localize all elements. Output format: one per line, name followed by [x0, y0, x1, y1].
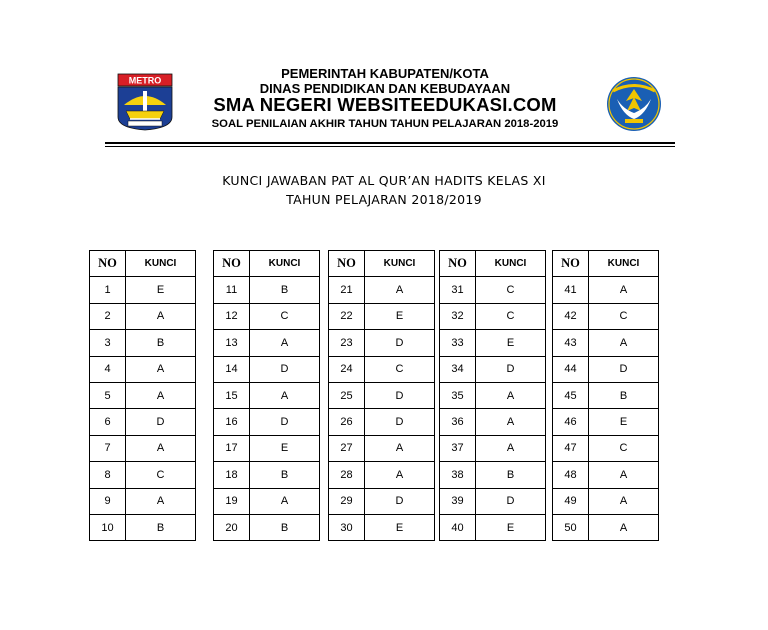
table-row: [553, 488, 659, 514]
table-header-row: [214, 251, 320, 277]
answer-key: E: [365, 514, 435, 540]
answer-key: A: [589, 514, 659, 540]
table-row: [440, 409, 546, 435]
table-row: [214, 277, 320, 303]
question-number: 21: [329, 277, 365, 303]
answer-key: C: [476, 303, 546, 329]
table-header-row: [440, 251, 546, 277]
no-column-header: NO: [214, 251, 250, 277]
header-divider-thin: [105, 146, 675, 147]
answer-key: E: [589, 409, 659, 435]
answer-key: D: [476, 488, 546, 514]
table-row: [553, 435, 659, 461]
metro-city-emblem-icon: [114, 73, 176, 131]
question-number: 14: [214, 356, 250, 382]
question-number: 42: [553, 303, 589, 329]
question-number: 39: [440, 488, 476, 514]
table-row: [90, 462, 196, 488]
question-number: 27: [329, 435, 365, 461]
answer-key: B: [126, 514, 196, 540]
answer-key: A: [365, 435, 435, 461]
answer-key: A: [365, 277, 435, 303]
question-number: 12: [214, 303, 250, 329]
question-number: 38: [440, 462, 476, 488]
answer-key: A: [126, 488, 196, 514]
table-row: [329, 382, 435, 408]
table-row: [90, 356, 196, 382]
question-number: 40: [440, 514, 476, 540]
answer-key: A: [126, 303, 196, 329]
answer-table-5: [552, 250, 659, 541]
question-number: 43: [553, 330, 589, 356]
table-header-row: [553, 251, 659, 277]
answer-key: D: [126, 409, 196, 435]
answer-table-1: [89, 250, 196, 541]
table-row: [90, 514, 196, 540]
table-row: [214, 409, 320, 435]
answer-key: D: [365, 488, 435, 514]
exam-line: SOAL PENILAIAN AKHIR TAHUN TAHUN PELAJARAN 2018-2019: [211, 118, 559, 130]
question-number: 49: [553, 488, 589, 514]
answer-table-2: [213, 250, 320, 541]
answer-key: A: [476, 382, 546, 408]
answer-key: B: [250, 462, 320, 488]
question-number: 47: [553, 435, 589, 461]
header-divider-thick: [105, 142, 675, 144]
table-row: [90, 488, 196, 514]
table-row: [214, 488, 320, 514]
question-number: 46: [553, 409, 589, 435]
question-number: 6: [90, 409, 126, 435]
answer-key: C: [589, 303, 659, 329]
question-number: 19: [214, 488, 250, 514]
answer-key: B: [476, 462, 546, 488]
answer-key: E: [476, 330, 546, 356]
table-row: [90, 435, 196, 461]
table-row: [329, 462, 435, 488]
question-number: 17: [214, 435, 250, 461]
answer-key: D: [365, 409, 435, 435]
table-row: [214, 303, 320, 329]
answer-key: E: [365, 303, 435, 329]
table-row: [214, 462, 320, 488]
table-row: [553, 277, 659, 303]
school-name: SMA NEGERI WEBSITEEDUKASI.COM: [213, 94, 557, 115]
question-number: 26: [329, 409, 365, 435]
question-number: 9: [90, 488, 126, 514]
department-line: DINAS PENDIDIKAN DAN KEBUDAYAAN: [259, 81, 511, 96]
answer-key: A: [250, 330, 320, 356]
question-number: 50: [553, 514, 589, 540]
no-column-header: NO: [553, 251, 589, 277]
question-number: 24: [329, 356, 365, 382]
answer-key: D: [589, 356, 659, 382]
question-number: 15: [214, 382, 250, 408]
answer-key: B: [126, 330, 196, 356]
answer-key: C: [365, 356, 435, 382]
question-number: 32: [440, 303, 476, 329]
question-number: 20: [214, 514, 250, 540]
table-row: [440, 435, 546, 461]
table-row: [214, 330, 320, 356]
table-row: [329, 435, 435, 461]
answer-key: A: [476, 435, 546, 461]
question-number: 16: [214, 409, 250, 435]
table-row: [90, 409, 196, 435]
question-number: 10: [90, 514, 126, 540]
answer-key: A: [589, 330, 659, 356]
table-row: [329, 409, 435, 435]
question-number: 3: [90, 330, 126, 356]
question-number: 36: [440, 409, 476, 435]
question-number: 28: [329, 462, 365, 488]
question-number: 30: [329, 514, 365, 540]
answer-key: B: [250, 277, 320, 303]
table-row: [329, 303, 435, 329]
table-row: [440, 514, 546, 540]
question-number: 45: [553, 382, 589, 408]
table-row: [214, 382, 320, 408]
question-number: 25: [329, 382, 365, 408]
table-row: [553, 356, 659, 382]
question-number: 11: [214, 277, 250, 303]
answer-key: D: [476, 356, 546, 382]
no-column-header: NO: [329, 251, 365, 277]
question-number: 35: [440, 382, 476, 408]
answer-key: A: [126, 356, 196, 382]
answer-key: B: [250, 514, 320, 540]
table-row: [214, 514, 320, 540]
answer-key: C: [250, 303, 320, 329]
question-number: 37: [440, 435, 476, 461]
table-row: [553, 462, 659, 488]
answer-key: A: [589, 277, 659, 303]
table-row: [440, 330, 546, 356]
metro-banner-text: METRO: [128, 75, 162, 86]
question-number: 44: [553, 356, 589, 382]
question-number: 23: [329, 330, 365, 356]
question-number: 8: [90, 462, 126, 488]
question-number: 5: [90, 382, 126, 408]
document-title: KUNCI JAWABAN PAT AL QUR’AN HADITS KELAS XI: [222, 173, 546, 188]
kunci-column-header: KUNCI: [126, 251, 196, 277]
answer-key: E: [476, 514, 546, 540]
answer-key: A: [589, 462, 659, 488]
table-row: [329, 330, 435, 356]
table-row: [553, 409, 659, 435]
answer-key: C: [126, 462, 196, 488]
question-number: 13: [214, 330, 250, 356]
document-subtitle: TAHUN PELAJARAN 2018/2019: [286, 192, 482, 207]
question-number: 29: [329, 488, 365, 514]
no-column-header: NO: [90, 251, 126, 277]
question-number: 1: [90, 277, 126, 303]
table-row: [440, 382, 546, 408]
table-header-row: [329, 251, 435, 277]
table-row: [90, 277, 196, 303]
table-row: [553, 303, 659, 329]
table-row: [553, 382, 659, 408]
answer-key: D: [365, 382, 435, 408]
kunci-column-header: KUNCI: [365, 251, 435, 277]
no-column-header: NO: [440, 251, 476, 277]
answer-key: A: [126, 435, 196, 461]
answer-key: A: [476, 409, 546, 435]
table-header-row: [90, 251, 196, 277]
table-row: [329, 356, 435, 382]
table-row: [214, 356, 320, 382]
answer-table-3: [328, 250, 435, 541]
answer-key: B: [589, 382, 659, 408]
answer-key: A: [126, 382, 196, 408]
answer-key: E: [250, 435, 320, 461]
table-row: [329, 514, 435, 540]
table-row: [329, 488, 435, 514]
answer-key: C: [589, 435, 659, 461]
table-row: [90, 303, 196, 329]
question-number: 2: [90, 303, 126, 329]
answer-key: D: [365, 330, 435, 356]
answer-key: D: [250, 409, 320, 435]
answer-key: E: [126, 277, 196, 303]
question-number: 48: [553, 462, 589, 488]
question-number: 34: [440, 356, 476, 382]
government-line: PEMERINTAH KABUPATEN/KOTA: [281, 66, 489, 81]
table-row: [440, 488, 546, 514]
question-number: 31: [440, 277, 476, 303]
table-row: [440, 462, 546, 488]
kunci-column-header: KUNCI: [250, 251, 320, 277]
table-row: [440, 356, 546, 382]
answer-key: A: [589, 488, 659, 514]
question-number: 22: [329, 303, 365, 329]
answer-table-4: [439, 250, 546, 541]
answer-key: A: [365, 462, 435, 488]
table-row: [214, 435, 320, 461]
answer-key: D: [250, 356, 320, 382]
table-row: [90, 382, 196, 408]
tut-wuri-handayani-emblem-icon: [599, 75, 669, 133]
question-number: 7: [90, 435, 126, 461]
table-row: [329, 277, 435, 303]
answer-key: C: [476, 277, 546, 303]
table-row: [553, 330, 659, 356]
table-row: [90, 330, 196, 356]
question-number: 18: [214, 462, 250, 488]
kunci-column-header: KUNCI: [589, 251, 659, 277]
answer-key: A: [250, 382, 320, 408]
kunci-column-header: KUNCI: [476, 251, 546, 277]
question-number: 41: [553, 277, 589, 303]
answer-key: A: [250, 488, 320, 514]
table-row: [440, 277, 546, 303]
question-number: 4: [90, 356, 126, 382]
table-row: [553, 514, 659, 540]
question-number: 33: [440, 330, 476, 356]
table-row: [440, 303, 546, 329]
